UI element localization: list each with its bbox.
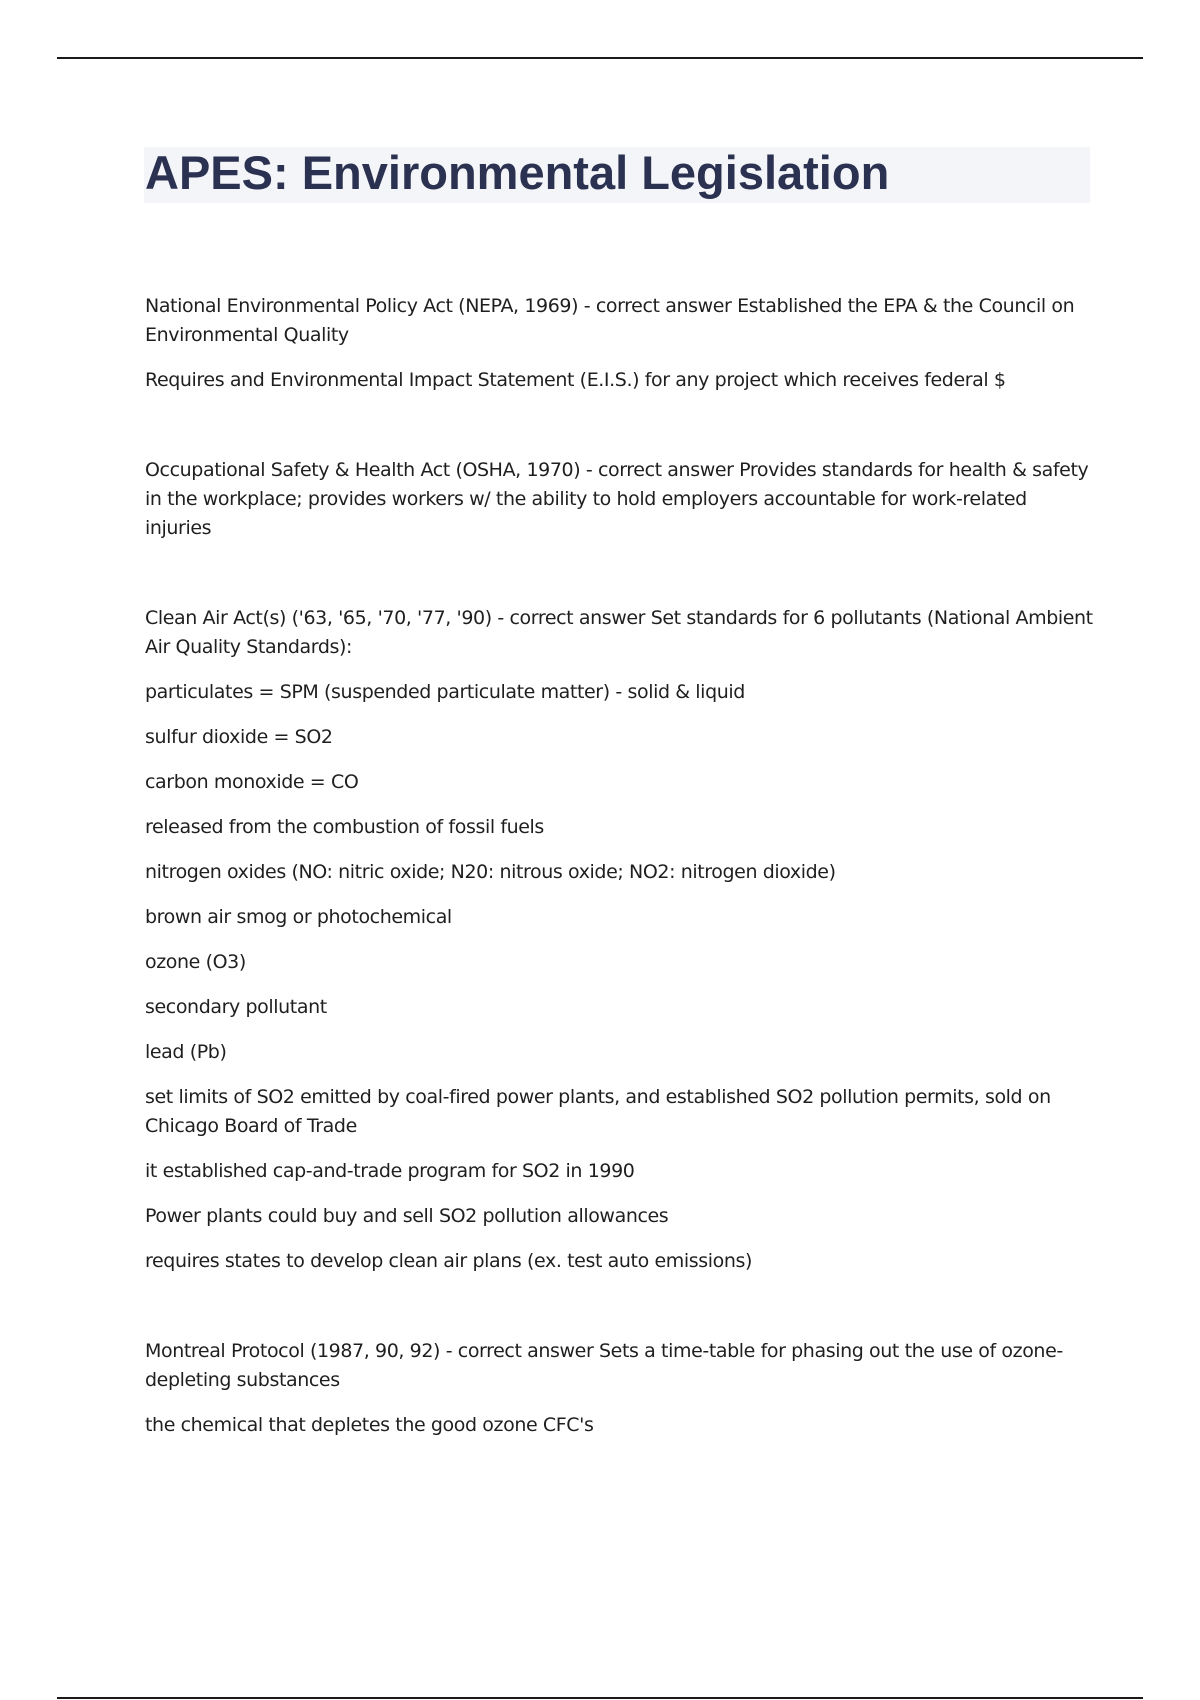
paragraph-brown-air-smog: brown air smog or photochemical: [145, 906, 452, 928]
bottom-divider: [57, 1697, 1143, 1699]
paragraph-so2-limits: set limits of SO2 emitted by coal-fired power plants, and established SO2 pollution permits, sold on Chicago Board of Trade: [145, 1086, 1051, 1137]
paragraph-sulfur-dioxide: sulfur dioxide = SO2: [145, 726, 333, 748]
paragraph-carbon-monoxide: carbon monoxide = CO: [145, 771, 359, 793]
paragraph-osha: Occupational Safety & Health Act (OSHA, 1970) - correct answer Provides standards for health & safety in the workplace; provides workers w/ the ability to hold employers accountable for work-related injuries: [145, 459, 1089, 539]
paragraph-montreal-protocol: Montreal Protocol (1987, 90, 92) - correct answer Sets a time-table for phasing out the use of ozone-depleting substances: [145, 1340, 1063, 1391]
section-gap: [145, 559, 1095, 604]
section-gap: [145, 411, 1095, 456]
document-body: [145, 292, 1095, 1456]
paragraph-cfcs: the chemical that depletes the good ozone CFC's: [145, 1414, 594, 1436]
paragraph-allowances: Power plants could buy and sell SO2 pollution allowances: [145, 1205, 669, 1227]
top-divider: [57, 57, 1143, 59]
paragraph-state-plans: requires states to develop clean air plans (ex. test auto emissions): [145, 1250, 752, 1272]
paragraph-cap-and-trade: it established cap-and-trade program for SO2 in 1990: [145, 1160, 635, 1182]
paragraph-ozone: ozone (O3): [145, 951, 246, 973]
paragraph-nepa: National Environmental Policy Act (NEPA, 1969) - correct answer Established the EPA & the Council on Environmental Quality: [145, 295, 1075, 346]
paragraph-lead: lead (Pb): [145, 1041, 227, 1063]
page-title: APES: Environmental Legislation: [145, 146, 890, 199]
paragraph-clean-air-act: Clean Air Act(s) ('63, '65, '70, '77, '90) - correct answer Set standards for 6 pollutants (National Ambient Air Quality Standards):: [145, 607, 1093, 658]
section-gap: [145, 1292, 1095, 1337]
paragraph-secondary-pollutant: secondary pollutant: [145, 996, 327, 1018]
paragraph-particulates: particulates = SPM (suspended particulate matter) - solid & liquid: [145, 681, 745, 703]
paragraph-nitrogen-oxides: nitrogen oxides (NO: nitric oxide; N20: nitrous oxide; NO2: nitrogen dioxide): [145, 861, 836, 883]
paragraph-nepa-eis: Requires and Environmental Impact Statement (E.I.S.) for any project which receives federal $: [145, 369, 1006, 391]
paragraph-fossil-fuels: released from the combustion of fossil fuels: [145, 816, 544, 838]
